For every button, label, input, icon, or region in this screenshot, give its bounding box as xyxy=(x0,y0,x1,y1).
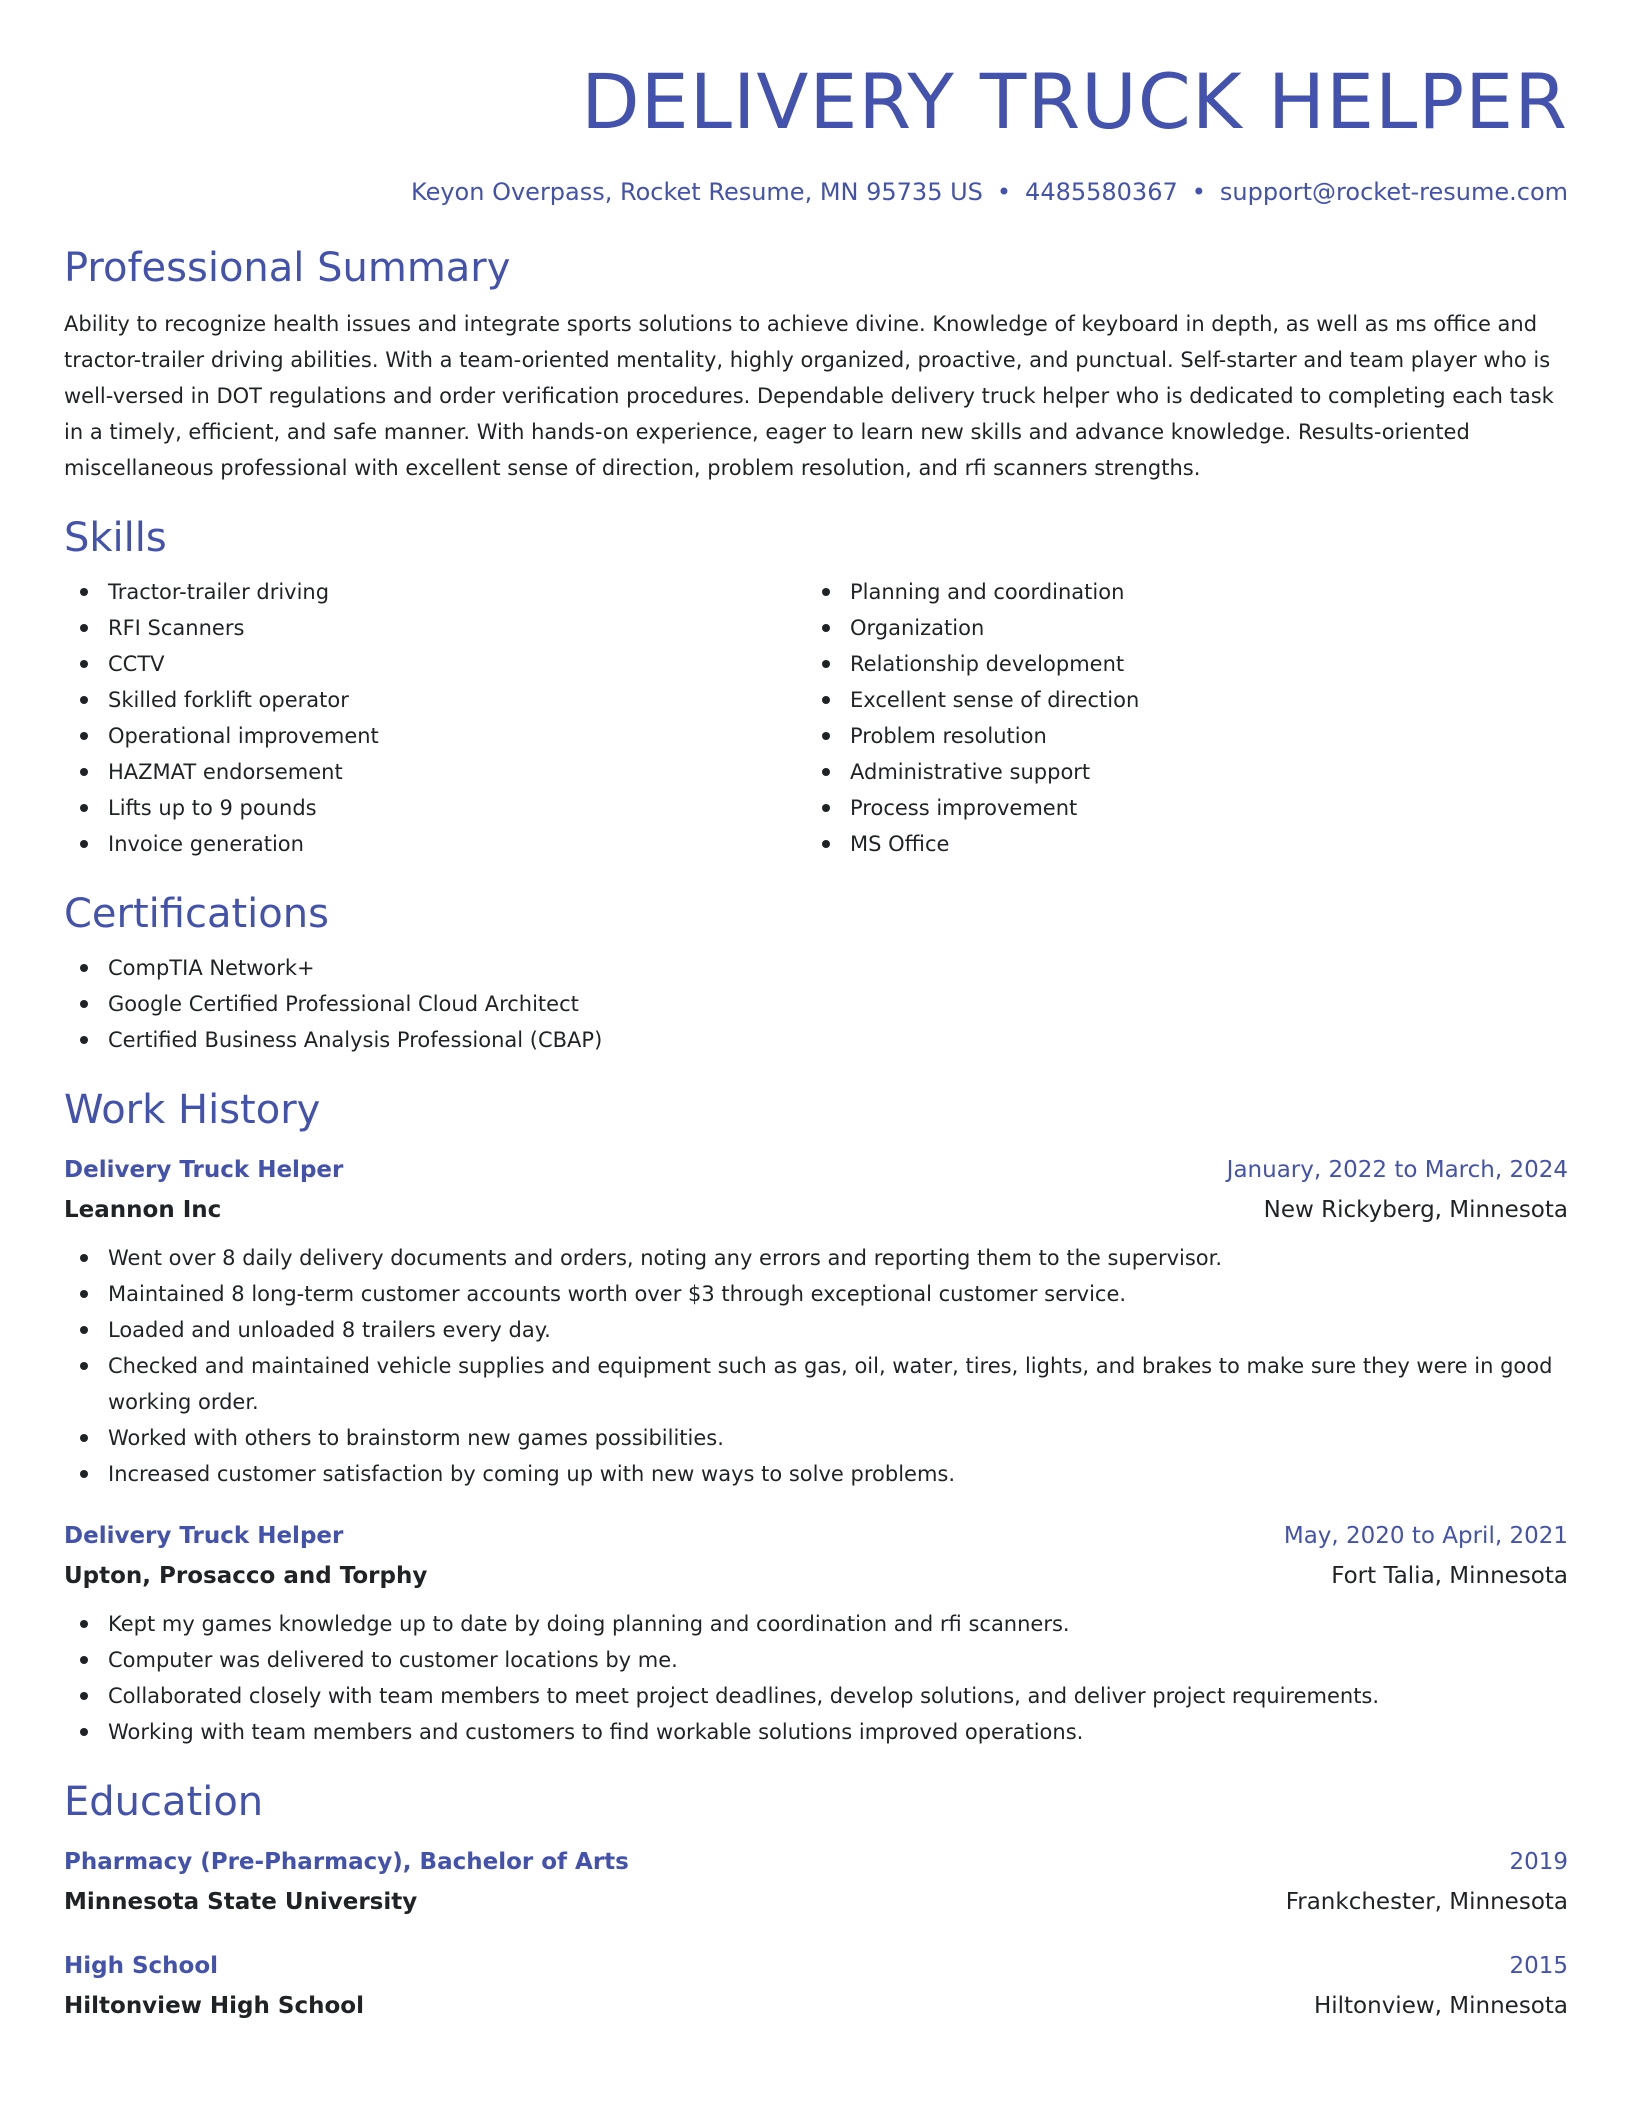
list-item: Relationship development xyxy=(806,646,1548,682)
skills-list-right xyxy=(806,574,1548,862)
education-school: Minnesota State University xyxy=(64,1889,418,1915)
education-degree: High School xyxy=(64,1953,219,1979)
contact-line xyxy=(64,174,1568,210)
list-item: Maintained 8 long-term customer accounts worth over $3 through exceptional customer service. xyxy=(64,1276,1568,1312)
list-item: Checked and maintained vehicle supplies and equipment such as gas, oil, water, tires, lights, and brakes to make sure they were in good working order. xyxy=(64,1348,1568,1420)
certifications-heading: Certifications xyxy=(64,891,329,937)
list-item: Collaborated closely with team members to meet project deadlines, develop solutions, and deliver project requirements. xyxy=(64,1678,1568,1714)
list-item: Problem resolution xyxy=(806,718,1548,754)
education-year: 2019 xyxy=(1509,1849,1568,1875)
education-subheader xyxy=(64,1986,1568,2026)
job-location: Fort Talia, Minnesota xyxy=(1331,1563,1568,1589)
job-title: Delivery Truck Helper xyxy=(64,1523,344,1549)
list-item: Lifts up to 9 pounds xyxy=(64,790,806,826)
summary-heading: Professional Summary xyxy=(64,245,511,291)
education-school: Hiltonview High School xyxy=(64,1993,364,2019)
list-item: Skilled forklift operator xyxy=(64,682,806,718)
list-item: Computer was delivered to customer locations by me. xyxy=(64,1642,1568,1678)
education-header xyxy=(64,1946,1568,1986)
list-item: CompTIA Network+ xyxy=(64,950,1568,986)
education-header xyxy=(64,1842,1568,1882)
job-entry xyxy=(64,1150,1568,1492)
contact-email: support@rocket-resume.com xyxy=(1219,178,1568,206)
list-item: Administrative support xyxy=(806,754,1548,790)
certifications-list xyxy=(64,950,1568,1058)
contact-address: Keyon Overpass, Rocket Resume, MN 95735 US xyxy=(411,178,983,206)
list-item: Working with team members and customers to find workable solutions improved operations. xyxy=(64,1714,1568,1750)
summary-text: Ability to recognize health issues and integrate sports solutions to achieve divine. Knowledge of keyboard in depth, as well as ms office and tractor-trailer driving abilities. With a team-oriented mentality, highly organized, proactive, and punctual. Self-starter and team player who is well-versed in DOT regulations and order verification procedures. Dependable delivery truck helper who is dedicated to completing each task in a timely, efficient, and safe manner. With hands-on experience, eager to learn new skills and advance knowledge. Results-oriented miscellaneous professional with excellent sense of direction, problem resolution, and rfi scanners strengths. xyxy=(64,312,1554,480)
education-location: Frankchester, Minnesota xyxy=(1285,1889,1568,1915)
education-subheader xyxy=(64,1882,1568,1922)
list-item: RFI Scanners xyxy=(64,610,806,646)
job-dates: May, 2020 to April, 2021 xyxy=(1283,1523,1568,1549)
list-item: Worked with others to brainstorm new games possibilities. xyxy=(64,1420,1568,1456)
list-item: Process improvement xyxy=(806,790,1548,826)
job-location: New Rickyberg, Minnesota xyxy=(1263,1197,1568,1223)
job-title: Delivery Truck Helper xyxy=(64,1157,344,1183)
job-bullets xyxy=(64,1606,1568,1750)
education-entry xyxy=(64,1842,1568,1922)
skills-column-left xyxy=(64,574,806,862)
job-entry xyxy=(64,1516,1568,1750)
education-location: Hiltonview, Minnesota xyxy=(1313,1993,1568,2019)
list-item: Certified Business Analysis Professional (CBAP) xyxy=(64,1022,1568,1058)
skills-grid xyxy=(64,574,1568,862)
job-company: Upton, Prosacco and Torphy xyxy=(64,1563,428,1589)
list-item: Increased customer satisfaction by coming up with new ways to solve problems. xyxy=(64,1456,1568,1492)
contact-separator: • xyxy=(1191,178,1206,206)
list-item: Excellent sense of direction xyxy=(806,682,1548,718)
list-item: Google Certified Professional Cloud Architect xyxy=(64,986,1568,1022)
education-entry xyxy=(64,1946,1568,2026)
list-item: Planning and coordination xyxy=(806,574,1548,610)
job-subheader xyxy=(64,1556,1568,1596)
education-heading: Education xyxy=(64,1779,264,1825)
page-title: DELIVERY TRUCK HELPER xyxy=(581,57,1568,146)
list-item: Organization xyxy=(806,610,1548,646)
list-item: HAZMAT endorsement xyxy=(64,754,806,790)
contact-separator: • xyxy=(996,178,1012,206)
list-item: MS Office xyxy=(806,826,1548,862)
list-item: Operational improvement xyxy=(64,718,806,754)
skills-list-left xyxy=(64,574,806,862)
job-header xyxy=(64,1516,1568,1556)
list-item: Invoice generation xyxy=(64,826,806,862)
education-degree: Pharmacy (Pre-Pharmacy), Bachelor of Arts xyxy=(64,1849,629,1875)
list-item: Went over 8 daily delivery documents and orders, noting any errors and reporting them to the supervisor. xyxy=(64,1240,1568,1276)
job-company: Leannon Inc xyxy=(64,1197,222,1223)
list-item: CCTV xyxy=(64,646,806,682)
job-subheader xyxy=(64,1190,1568,1230)
skills-column-right xyxy=(806,574,1548,862)
job-dates: January, 2022 to March, 2024 xyxy=(1226,1157,1568,1183)
list-item: Tractor-trailer driving xyxy=(64,574,806,610)
list-item: Loaded and unloaded 8 trailers every day. xyxy=(64,1312,1568,1348)
job-bullets xyxy=(64,1240,1568,1492)
education-year: 2015 xyxy=(1509,1953,1568,1979)
skills-heading: Skills xyxy=(64,515,167,561)
job-header xyxy=(64,1150,1568,1190)
contact-phone: 4485580367 xyxy=(1025,178,1178,206)
work-history-heading: Work History xyxy=(64,1087,321,1133)
list-item: Kept my games knowledge up to date by doing planning and coordination and rfi scanners. xyxy=(64,1606,1568,1642)
